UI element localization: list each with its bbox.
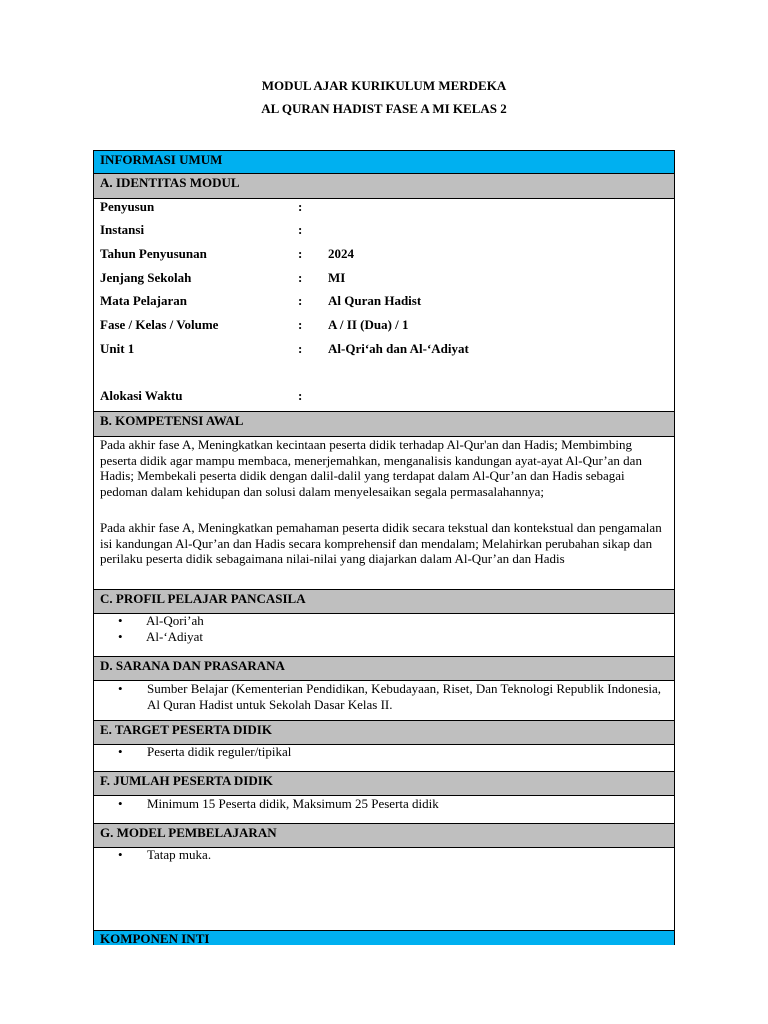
- field-colon: :: [298, 317, 303, 332]
- module-table: [93, 150, 675, 945]
- field-label: Tahun Penyusunan: [100, 246, 207, 261]
- field-colon: :: [298, 388, 303, 403]
- field-colon: :: [298, 341, 303, 356]
- field-label: Mata Pelajaran: [100, 293, 188, 308]
- bullet-icon: •: [118, 744, 123, 759]
- section-kompetensi-awal: B. KOMPETENSI AWAL: [94, 411, 674, 437]
- kompetensi-paragraph-2: Pada akhir fase A, Meningkatkan pemahaman peserta didik secara tekstual dan kontekstual dan pengamalan isi kandungan Al-Qur’an dan Hadis secara komprehensif dan mendalam; Melahirkan perubahan sikap dan perilaku peserta didik sebagaimana nilai-nilai yang diajarkan dalam Al-Qur’an dan Hadis: [100, 520, 662, 566]
- list-item-text: Al-‘Adiyat: [146, 629, 204, 644]
- document-subtitle: AL QURAN HADIST FASE A MI KELAS 2: [261, 101, 507, 116]
- bullet-icon: •: [118, 681, 123, 696]
- bullet-icon: •: [118, 613, 123, 628]
- field-value: 2024: [328, 246, 354, 261]
- list-item-text: Minimum 15 Peserta didik, Maksimum 25 Peserta didik: [147, 796, 439, 811]
- list-item-text: Peserta didik reguler/tipikal: [147, 744, 292, 759]
- field-label: Fase / Kelas / Volume: [100, 317, 219, 332]
- section-target-peserta: E. TARGET PESERTA DIDIK: [94, 720, 674, 745]
- list-item-text: Sumber Belajar (Kementerian Pendidikan, Kebudayaan, Riset, Dan Teknologi Republik Indonesia, Al Quran Hadist untuk Sekolah Dasar Kelas II.: [147, 681, 662, 712]
- section-komponen-inti: KOMPONEN INTI: [94, 930, 674, 945]
- field-value: Al-Qri‘ah dan Al-‘Adiyat: [328, 341, 469, 356]
- bullet-icon: •: [118, 796, 123, 811]
- field-colon: :: [298, 293, 303, 308]
- document-title: MODUL AJAR KURIKULUM MERDEKA: [261, 78, 507, 93]
- field-colon: :: [298, 222, 303, 237]
- field-value: MI: [328, 270, 346, 285]
- section-model-pembelajaran: G. MODEL PEMBELAJARAN: [94, 823, 674, 848]
- section-profil-pelajar: C. PROFIL PELAJAR PANCASILA: [94, 589, 674, 614]
- field-colon: :: [298, 199, 303, 214]
- section-identitas-modul: A. IDENTITAS MODUL: [94, 173, 674, 199]
- list-item-text: Tatap muka.: [147, 847, 212, 862]
- field-label: Jenjang Sekolah: [100, 270, 192, 285]
- kompetensi-paragraph-1: Pada akhir fase A, Meningkatkan kecintaan peserta didik terhadap Al-Qur'an dan Hadis; Membimbing peserta didik agar mampu membaca, menerjemahkan, menganalisis kandungan ayat-ayat Al-Qur’an dan Hadis; Membekali peserta didik dengan dalil-dalil yang terdapat dalam Al-Qur’an dan Hadis sebagai pedoman dalam kehidupan dan solusi dalam menyelesaikan segala permasalahannya;: [100, 437, 642, 499]
- bullet-icon: •: [118, 629, 123, 644]
- field-label: Alokasi Waktu: [100, 388, 183, 403]
- section-sarana-prasarana: D. SARANA DAN PRASARANA: [94, 656, 674, 681]
- section-informasi-umum: INFORMASI UMUM: [94, 151, 674, 173]
- field-label: Instansi: [100, 222, 145, 237]
- list-item-text: Al-Qori’ah: [146, 613, 204, 628]
- field-value: Al Quran Hadist: [328, 293, 422, 308]
- field-colon: :: [298, 246, 303, 261]
- field-label: Unit 1: [100, 341, 135, 356]
- bullet-icon: •: [118, 847, 123, 862]
- field-value: A / II (Dua) / 1: [328, 317, 409, 332]
- field-colon: :: [298, 270, 303, 285]
- field-label: Penyusun: [100, 199, 155, 214]
- section-jumlah-peserta: F. JUMLAH PESERTA DIDIK: [94, 771, 674, 796]
